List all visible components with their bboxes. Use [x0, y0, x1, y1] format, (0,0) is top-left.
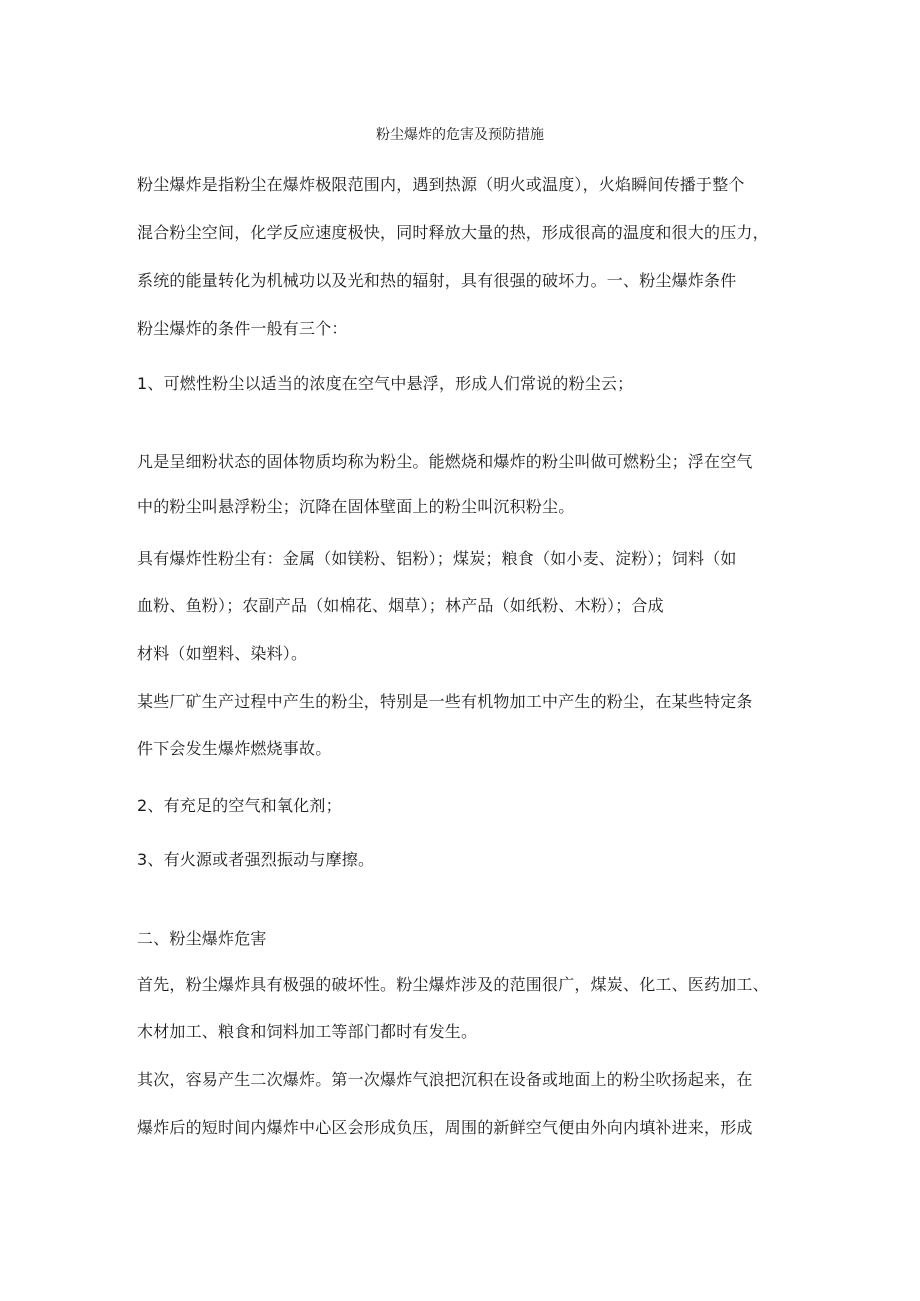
- paragraph-line: 首先，粉尘爆炸具有极强的破坏性。粉尘爆炸涉及的范围很广，煤炭、化工、医药加工、: [137, 975, 769, 994]
- paragraph-line: 其次，容易产生二次爆炸。第一次爆炸气浪把沉积在设备或地面上的粉尘吹扬起来，在: [137, 1070, 753, 1089]
- paragraph-line: 爆炸后的短时间内爆炸中心区会形成负压，周围的新鲜空气便由外向内填补进来，形成: [137, 1118, 753, 1137]
- section-heading: 二、粉尘爆炸危害: [137, 929, 267, 948]
- paragraph-line: 材料（如塑料、染料）。: [137, 644, 308, 663]
- paragraph-line: 中的粉尘叫悬浮粉尘；沉降在固体壁面上的粉尘叫沉积粉尘。: [137, 497, 575, 516]
- paragraph-line: 某些厂矿生产过程中产生的粉尘，特别是一些有机物加工中产生的粉尘，在某些特定条: [137, 692, 753, 711]
- paragraph-line: 粉尘爆炸的条件一般有三个：: [137, 319, 348, 338]
- paragraph-line: 混合粉尘空间，化学反应速度极快，同时释放大量的热，形成很高的温度和很大的压力，: [137, 223, 769, 242]
- paragraph-line: 凡是呈细粉状态的固体物质均称为粉尘。能燃烧和爆炸的粉尘叫做可燃粉尘；浮在空气: [137, 452, 753, 471]
- paragraph-line: 血粉、鱼粉）；农副产品（如棉花、烟草）；林产品（如纸粉、木粉）；合成: [137, 596, 664, 615]
- paragraph-line: 木材加工、粮食和饲料加工等部门都时有发生。: [137, 1022, 478, 1041]
- list-item-2: 2、有充足的空气和氧化剂；: [137, 796, 342, 815]
- paragraph-line: 系统的能量转化为机械功以及光和热的辐射，具有很强的破坏力。一、粉尘爆炸条件: [137, 271, 737, 290]
- list-item-3: 3、有火源或者强烈振动与摩擦。: [137, 850, 375, 869]
- paragraph-line: 件下会发生爆炸燃烧事故。: [137, 739, 332, 758]
- list-item-1: 1、可燃性粉尘以适当的浓度在空气中悬浮，形成人们常说的粉尘云；: [137, 374, 634, 393]
- paragraph-line: 具有爆炸性粉尘有：金属（如镁粉、铝粉）；煤炭；粮食（如小麦、淀粉）；饲料（如: [137, 549, 737, 568]
- paragraph-line: 粉尘爆炸是指粉尘在爆炸极限范围内，遇到热源（明火或温度），火焰瞬间传播于整个: [137, 175, 745, 194]
- document-title: 粉尘爆炸的危害及预防措施: [376, 127, 544, 143]
